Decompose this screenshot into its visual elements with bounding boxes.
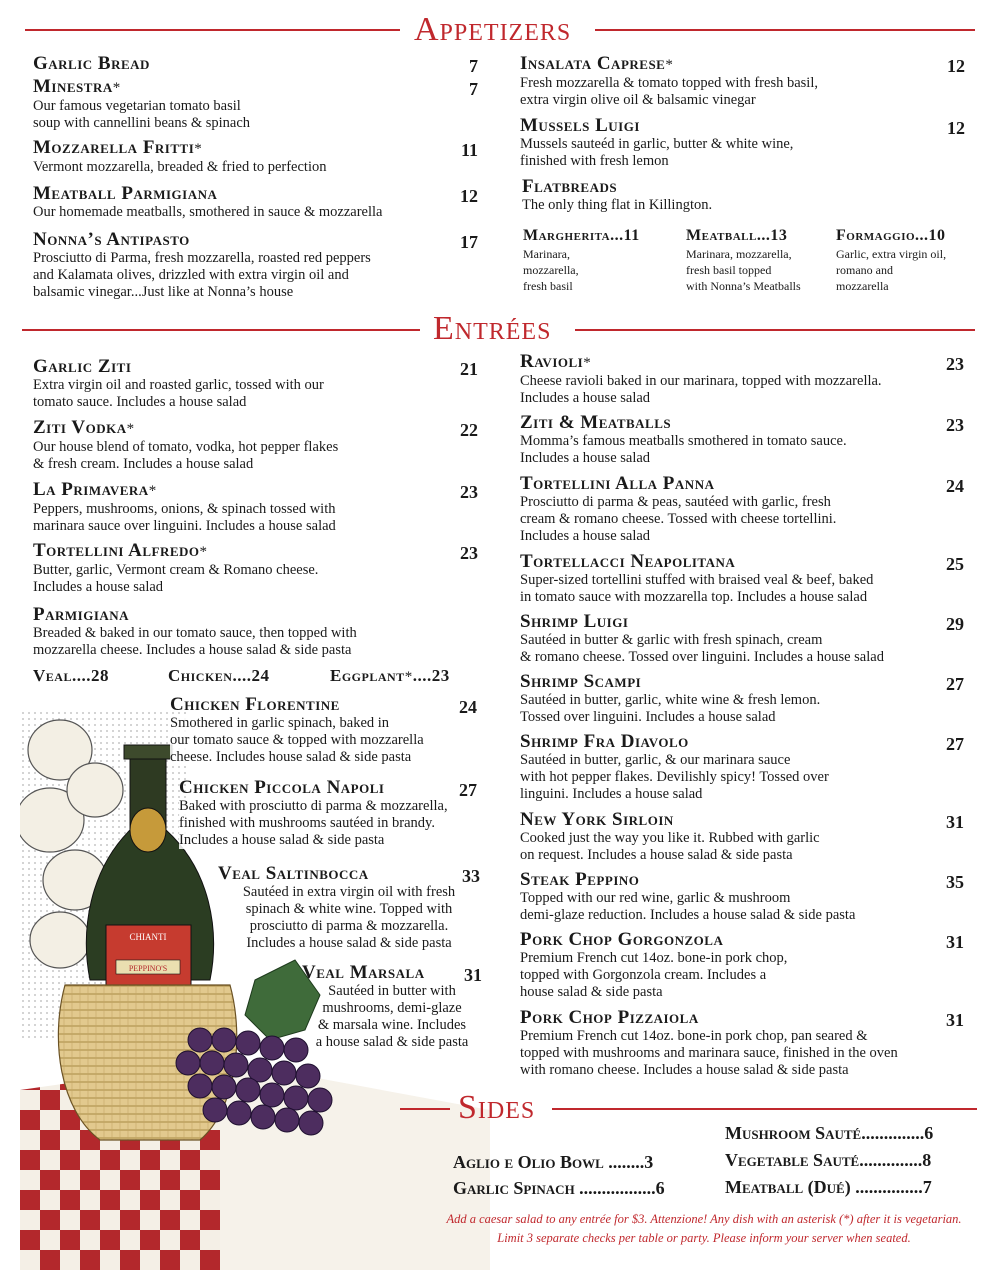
item-description: topped with mushrooms and marinara sauce, finished in the oven (520, 1045, 898, 1061)
divider (25, 29, 400, 31)
flatbread-meatball (686, 226, 834, 294)
menu-item-ziti-meatballs (520, 413, 964, 467)
item-description: Marinara, mozzarella, (686, 247, 792, 261)
menu-item-tortellacci-neapolitana (520, 552, 964, 606)
item-description: mozzarella, (523, 263, 579, 277)
item-description: Fresh mozzarella & tomato topped with fresh basil, (520, 75, 818, 91)
item-description: finished with mushrooms sautéed in brandy. (179, 815, 477, 832)
item-description: Our house blend of tomato, vodka, hot pepper flakes (33, 439, 339, 455)
item-name: Minestra (33, 76, 113, 97)
section-title-appetizers: Appetizers (414, 11, 572, 48)
vegetarian-asterisk: * (148, 483, 157, 499)
side-vegetable-saute: Vegetable Sauté..............8 (725, 1150, 932, 1170)
menu-item-garlic-ziti (33, 357, 478, 411)
menu-item-mozzarella-fritti (33, 138, 478, 176)
menu-item-shrimp-scampi (520, 672, 964, 726)
item-description: Sautéed in butter & garlic with fresh spinach, cream (520, 632, 823, 648)
item-price: 17 (460, 232, 478, 252)
item-name: Insalata Caprese (520, 53, 666, 74)
item-description: Topped with our red wine, garlic & mushroom (520, 890, 791, 906)
item-price: 21 (460, 359, 478, 379)
item-name: Nonna’s Antipasto (33, 229, 190, 250)
item-description: Tossed over linguini. Includes a house salad (520, 709, 776, 725)
menu-item-ziti-vodka (33, 418, 478, 473)
item-description: Sautéed in extra virgin oil with fresh (242, 884, 456, 900)
item-description: on request. Includes a house salad & side pasta (520, 847, 793, 863)
item-description: Includes a house salad (520, 528, 651, 544)
item-description: prosciutto di parma & mozzarella. (249, 918, 449, 934)
item-description: Sautéed in butter, garlic, white wine & fresh lemon. (520, 692, 821, 708)
item-name: New York Sirloin (520, 809, 674, 830)
item-name: Ravioli (520, 351, 584, 372)
item-name: Chicken Florentine (170, 694, 340, 715)
item-description: Our famous vegetarian tomato basil (33, 98, 241, 114)
menu-item-chicken-florentine (170, 695, 477, 766)
item-description: tomato sauce. Includes a house salad (33, 394, 247, 410)
bottle-label-peppinos: PEPPINO'S (128, 964, 168, 973)
menu-item-chicken-piccola-napoli (179, 778, 477, 849)
item-price: 27 (946, 734, 964, 754)
item-description: Prosciutto di parma & peas, sautéed with garlic, fresh (520, 494, 831, 510)
item-name: Meatball...13 (686, 227, 788, 244)
parmigiana-chicken-option: Chicken....24 (168, 666, 270, 685)
item-description: house salad & side pasta (520, 984, 663, 1000)
side-mushroom-saute: Mushroom Sauté..............6 (725, 1123, 934, 1143)
menu-item-pork-chop-pizzaiola (520, 1008, 964, 1079)
item-price: 23 (946, 415, 964, 435)
vegetarian-asterisk: * (404, 669, 413, 685)
item-price: 25 (946, 554, 964, 574)
item-description: soup with cannellini beans & spinach (33, 115, 251, 131)
item-name: Shrimp Fra Diavolo (520, 731, 689, 752)
item-description: Includes a house salad & side pasta (246, 935, 452, 951)
item-description: Sautéed in butter, garlic, & our marinara sauce (520, 752, 791, 768)
menu-item-la-primavera (33, 480, 478, 535)
divider (22, 329, 420, 331)
item-price: 11 (460, 140, 478, 160)
item-price: 7 (469, 79, 478, 99)
item-price: 31 (946, 812, 964, 832)
side-meatball-due: Meatball (Dué) ...............7 (725, 1177, 932, 1197)
item-price: 27 (459, 780, 477, 800)
item-description: Sautéed in butter with (328, 983, 456, 999)
menu-item-shrimp-luigi (520, 612, 964, 666)
menu-item-mussels-luigi (520, 116, 965, 170)
menu-item-veal-saltinbocca (218, 864, 480, 952)
item-name: Garlic Bread (33, 53, 150, 74)
menu-item-new-york-sirloin (520, 810, 964, 864)
menu-item-tortellini-alfredo (33, 541, 478, 596)
item-name: Meatball Parmigiana (33, 183, 218, 204)
item-name: Margherita...11 (523, 227, 640, 244)
divider (552, 1108, 977, 1110)
item-description: fresh basil topped (686, 263, 772, 277)
item-description: Butter, garlic, Vermont cream & Romano cheese. (33, 562, 319, 578)
flatbread-formaggio (836, 226, 976, 294)
footer-note: Add a caesar salad to any entrée for $3. Attenzione! Any dish with an asterisk (*) after it is vegetarian. (446, 1212, 962, 1226)
vegetarian-asterisk: * (126, 421, 135, 437)
menu-item-tortellini-alla-panna (520, 474, 964, 545)
item-description: & marsala wine. Includes (317, 1017, 467, 1033)
item-description: Prosciutto di Parma, fresh mozzarella, roasted red peppers (33, 250, 371, 266)
menu-item-veal-marsala (302, 963, 482, 1051)
item-description: Includes a house salad (520, 390, 651, 406)
menu-item-flatbreads (522, 177, 967, 214)
item-price: 7 (469, 56, 478, 76)
item-name: Flatbreads (522, 176, 618, 197)
item-name: Pork Chop Gorgonzola (520, 929, 724, 950)
item-price: 24 (459, 697, 477, 717)
item-description: Marinara, (523, 247, 570, 261)
item-description: marinara sauce over linguini. Includes a house salad (33, 518, 336, 534)
item-description: Super-sized tortellini stuffed with braised veal & beef, baked (520, 572, 874, 588)
parmigiana-veal-option: Veal....28 (33, 666, 109, 685)
side-aglio-e-olio-bowl: Aglio e Olio Bowl ........3 (453, 1152, 654, 1172)
item-price: 31 (464, 965, 482, 985)
item-name: Mozzarella Fritti (33, 137, 195, 158)
menu-item-garlic-bread (33, 54, 478, 74)
item-description: and Kalamata olives, drizzled with extra virgin oil and (33, 267, 349, 283)
menu-item-minestra (33, 77, 478, 132)
item-description: Momma’s famous meatballs smothered in tomato sauce. (520, 433, 847, 449)
item-description: Peppers, mushrooms, onions, & spinach tossed with (33, 501, 336, 517)
vegetarian-asterisk: * (665, 57, 674, 73)
item-description: Includes a house salad (520, 450, 651, 466)
menu-item-meatball-parmigiana (33, 184, 478, 221)
item-name: Shrimp Scampi (520, 671, 642, 692)
item-description: Includes a house salad (33, 579, 164, 595)
section-title-sides: Sides (458, 1089, 536, 1126)
vegetarian-asterisk: * (199, 544, 208, 560)
item-description: fresh basil (523, 279, 573, 293)
vegetarian-asterisk: * (112, 80, 121, 96)
option-name: Eggplant (330, 666, 405, 685)
item-price: 23 (460, 543, 478, 563)
item-name: Mussels Luigi (520, 115, 640, 136)
item-description: The only thing flat in Killington. (522, 197, 713, 213)
divider (575, 329, 975, 331)
item-name: Garlic Ziti (33, 356, 132, 377)
item-name: Parmigiana (33, 604, 130, 625)
item-name: Veal Saltinbocca (218, 863, 369, 884)
item-description: with hot pepper flakes. Devilishly spicy! Tossed over (520, 769, 829, 785)
item-description: Our homemade meatballs, smothered in sauce & mozzarella (33, 204, 383, 220)
option-price: ....23 (412, 666, 450, 685)
item-description: extra virgin olive oil & balsamic vinegar (520, 92, 756, 108)
item-description: mushrooms, demi-glaze (322, 1000, 462, 1016)
item-price: 24 (946, 476, 964, 496)
item-name: Tortellini Alla Panna (520, 473, 715, 494)
item-description: mozzarella cheese. Includes a house salad & side pasta (33, 642, 352, 658)
item-description: finished with fresh lemon (520, 153, 669, 169)
menu-item-shrimp-fra-diavolo (520, 732, 964, 803)
item-description: Extra virgin oil and roasted garlic, tossed with our (33, 377, 324, 393)
item-description: linguini. Includes a house salad (520, 786, 703, 802)
item-description: mozzarella (836, 279, 889, 293)
item-name: Tortellacci Neapolitana (520, 551, 736, 572)
item-description: & romano cheese. Tossed over linguini. Includes a house salad (520, 649, 884, 665)
menu-item-insalata-caprese (520, 54, 965, 109)
divider (400, 1108, 450, 1110)
item-name: Chicken Piccola Napoli (179, 777, 385, 798)
item-description: in tomato sauce with mozzarella top. Includes a house salad (520, 589, 868, 605)
item-description: Cheese ravioli baked in our marinara, topped with mozzarella. (520, 373, 882, 389)
item-description: Cooked just the way you like it. Rubbed with garlic (520, 830, 820, 846)
item-description: Premium French cut 14oz. bone-in pork chop, pan seared & (520, 1028, 868, 1044)
item-price: 33 (462, 866, 480, 886)
side-garlic-spinach: Garlic Spinach .................6 (453, 1178, 665, 1198)
item-price: 23 (460, 482, 478, 502)
item-description: Vermont mozzarella, breaded & fried to perfection (33, 159, 327, 175)
item-description: Garlic, extra virgin oil, (836, 247, 947, 261)
divider (595, 29, 975, 31)
menu-item-steak-peppino (520, 870, 964, 924)
item-price: 12 (460, 186, 478, 206)
item-name: Veal Marsala (302, 962, 425, 983)
item-description: demi-glaze reduction. Includes a house salad & side pasta (520, 907, 856, 923)
item-price: 31 (946, 932, 964, 952)
item-description: Mussels sauteéd in garlic, butter & white wine, (520, 136, 794, 152)
item-description: a house salad & side pasta (315, 1034, 469, 1050)
item-price: 12 (947, 56, 965, 76)
vegetarian-asterisk: * (583, 355, 592, 371)
item-name: Pork Chop Pizzaiola (520, 1007, 699, 1028)
item-price: 23 (946, 354, 964, 374)
vegetarian-asterisk: * (194, 141, 203, 157)
item-price: 22 (460, 420, 478, 440)
item-name: La Primavera (33, 479, 149, 500)
item-description: with romano cheese. Includes a house salad & side pasta (520, 1062, 849, 1078)
item-name: Steak Peppino (520, 869, 640, 890)
menu-item-ravioli (520, 352, 964, 407)
item-description: cheese. Includes house salad & side pasta (170, 749, 477, 766)
item-name: Ziti & Meatballs (520, 412, 672, 433)
menu-item-pork-chop-gorgonzola (520, 930, 964, 1001)
item-price: 35 (946, 872, 964, 892)
item-price: 27 (946, 674, 964, 694)
parmigiana-eggplant-option (330, 666, 450, 687)
item-description: our tomato sauce & topped with mozzarella (170, 732, 477, 749)
bottle-label-chianti: CHIANTI (129, 932, 167, 942)
menu-item-nonnas-antipasto (33, 230, 478, 301)
item-description: Smothered in garlic spinach, baked in (170, 715, 477, 732)
item-name: Tortellini Alfredo (33, 540, 200, 561)
item-name: Ziti Vodka (33, 417, 127, 438)
item-name: Shrimp Luigi (520, 611, 629, 632)
item-description: Breaded & baked in our tomato sauce, then topped with (33, 625, 357, 641)
item-description: with Nonna’s Meatballs (686, 279, 801, 293)
item-price: 29 (946, 614, 964, 634)
item-description: romano and (836, 263, 893, 277)
item-description: Baked with prosciutto di parma & mozzarella, (179, 798, 477, 815)
item-price: 31 (946, 1010, 964, 1030)
item-price: 12 (947, 118, 965, 138)
footer-note: Limit 3 separate checks per table or party. Please inform your server when seated. (497, 1231, 911, 1245)
item-description: balsamic vinegar...Just like at Nonna’s house (33, 284, 294, 300)
item-description: cream & romano cheese. Tossed with cheese tortellini. (520, 511, 837, 527)
item-description: Includes a house salad & side pasta (179, 832, 477, 849)
item-description: spinach & white wine. Topped with (245, 901, 453, 917)
item-name: Formaggio...10 (836, 227, 946, 244)
section-title-entrees: Entrées (433, 310, 552, 347)
menu-item-parmigiana (33, 605, 478, 659)
flatbread-margherita (523, 226, 683, 294)
item-description: topped with Gorgonzola cream. Includes a (520, 967, 767, 983)
item-description: & fresh cream. Includes a house salad (33, 456, 254, 472)
item-description: Premium French cut 14oz. bone-in pork chop, (520, 950, 788, 966)
